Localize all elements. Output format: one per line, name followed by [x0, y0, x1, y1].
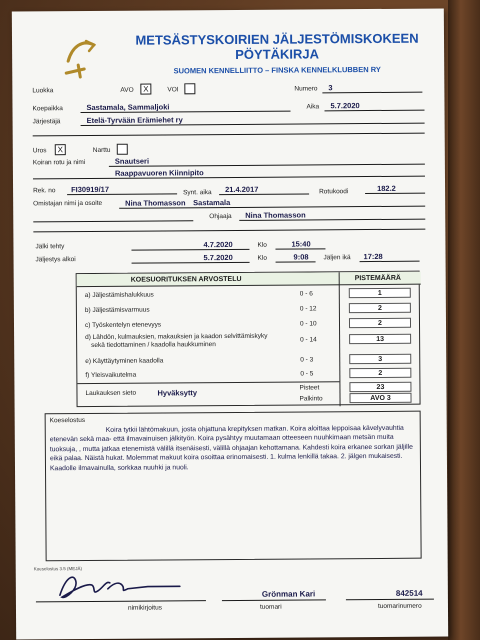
omistaja-label: Omistajan nimi ja osoite [33, 199, 103, 208]
voi-checkbox[interactable] [184, 83, 195, 94]
jalki-label: Jälki tehty [35, 243, 65, 251]
synt-value: 21.4.2017 [225, 184, 259, 195]
eval-row-c-label: c) Työskentelyn etenevyys [84, 321, 162, 330]
title-line-1: METSÄSTYSKOIRIEN JÄLJESTÖMISKOKEEN [135, 30, 419, 48]
eval-row-b-label: b) Jäljestämisvarmuus [84, 306, 150, 315]
judge-line [222, 599, 326, 601]
aika-label: Aika [306, 103, 320, 111]
rotukoodi-line [365, 193, 425, 194]
luokka-label: Luokka [32, 87, 54, 95]
uros-checkbox[interactable]: X [55, 144, 66, 155]
jalki-line [131, 249, 249, 251]
comment-text [50, 424, 418, 474]
synt-label: Synt. aika [183, 189, 212, 197]
omistaja-line-3 [33, 229, 425, 233]
narttu-label: Narttu [92, 146, 111, 154]
evaluation-divider [339, 272, 341, 406]
eval-row-a-label: a) Jäljestämishalukkuus [84, 291, 154, 300]
eval-row-f-label: f) Yleisvaikutelma [85, 371, 137, 380]
eval-row-c-score: 2 [349, 318, 411, 328]
jarjestaja-value: Etelä-Tyrvään Erämiehet ry [86, 115, 183, 125]
jaljestys-line [132, 262, 250, 264]
eval-row-d-score: 13 [349, 334, 411, 344]
jarjestaja-line-2 [33, 133, 425, 137]
pisteet-value: 23 [349, 382, 411, 392]
eval-row-b-score: 2 [349, 303, 411, 313]
eval-row-e-range: 0 - 3 [300, 356, 314, 364]
nimi-value: Raappavuoren Kiinnipito [114, 168, 204, 178]
judge-label: tuomari [259, 603, 282, 611]
laukaus-label: Laukauksen sieto [85, 389, 137, 398]
omistaja-value: Nina Thomasson [125, 198, 186, 208]
rotu-value: Snautseri [114, 156, 150, 166]
evaluation-header-right: PISTEMÄÄRÄ [354, 274, 401, 283]
koepaikka-value: Sastamala, Sammaljoki [86, 102, 170, 112]
uros-label: Uros [32, 147, 47, 155]
numero-line [322, 92, 422, 94]
protocol-paper [12, 8, 448, 639]
eval-row-f-range: 0 - 5 [300, 370, 314, 378]
numero-label: Numero [294, 85, 318, 93]
aika-line [325, 110, 425, 112]
kennel-logo-icon [56, 31, 108, 83]
voi-label: VOI [167, 86, 179, 94]
ika-label: Jäljen ikä [323, 254, 351, 262]
judge-name: Grönman Kari [261, 589, 316, 599]
subtitle: SUOMEN KENNELLIITTO – FINSKA KENNELKLUBBEN RY [173, 64, 381, 76]
eval-row-e-score: 3 [349, 354, 411, 364]
eval-row-f-score: 2 [349, 368, 411, 378]
comment-label: Koeselostus [49, 417, 86, 425]
signature-image [52, 566, 202, 603]
koepaikka-line [81, 111, 291, 113]
klo1-label: Klo [257, 241, 267, 249]
koepaikka-label: Koepaikka [32, 105, 63, 113]
palkinto-value: AVO 3 [349, 393, 411, 403]
klo1-value: 15:40 [291, 239, 311, 249]
synt-line [219, 193, 309, 195]
rek-line [67, 193, 177, 195]
jalki-date: 4.7.2020 [203, 239, 233, 250]
klo2-line [276, 261, 316, 262]
sofa-seam [448, 0, 480, 640]
aika-value: 5.7.2020 [330, 101, 360, 111]
rotukoodi-label: Rotukoodi [319, 188, 349, 196]
rotukoodi-value: 182.2 [377, 183, 396, 193]
ohjaaja-line [239, 219, 425, 221]
omistaja-line-2 [33, 220, 193, 222]
pisteet-label: Pisteet [299, 384, 320, 392]
evaluation-table [76, 271, 421, 407]
eval-row-d-label-2: sekä tiedottaminen / kaadolla haukkuminen [91, 341, 216, 349]
rek-label: Rek. no [33, 187, 56, 195]
judge-number-label: tuomarinumero [377, 602, 422, 610]
signature-label: nimikirjoitus [127, 604, 162, 612]
eval-row-d-label: d) Lähdön, kulmauksien, makauksien ja kaadon selvittämiskyky [85, 332, 268, 342]
comment-body: Koira tytkii lähtömakuun, josta ohjattuna krepityksen matkan. Koira aloittaa leppoisaa kävelyvauhtia etenevän sekä maa- että ilmavainuisen jälkityön. Koira pysähtyy muutamaan otteeseen nuuhkimaan metsän muita tuoksuja, , mutta jatkaa etenemistä välillä itsenäisesti, välillä ohjaajan kehottamana. Kahdesti koira erkanee sorkan jäljille eikä palaa. Näistä hukat. Molemmat makuut koira osoittaa erinomaisesti. 1. kulma lenkillä takaa. 2. jälgen mukaisesti. Kaadolle ilmavainulla, sorkkaa nuuhki ja nuoli. [49, 424, 413, 472]
laukaus-value: Hyväksytty [157, 388, 198, 398]
palkinto-label: Palkinto [299, 395, 323, 403]
eval-row-a-score: 1 [349, 288, 411, 298]
avo-label: AVO [120, 86, 134, 94]
form-code: Koeselostus 3.5 (MEJÄ) [33, 566, 83, 572]
eval-row-c-range: 0 - 10 [299, 320, 317, 328]
eval-row-b-range: 0 - 12 [299, 305, 317, 313]
comment-box [45, 411, 422, 562]
ika-line [360, 261, 420, 262]
jarjestaja-label: Järjestäjä [32, 118, 61, 126]
rek-value: FI30919/17 [71, 184, 110, 195]
evaluation-header-left: KOESUORITUKSEN ARVOSTELU [130, 275, 242, 284]
numero-value: 3 [328, 83, 333, 93]
jaljestys-label: Jäljestys alkoi [35, 256, 76, 264]
klo1-line [275, 248, 325, 249]
rotu-label: Koiran rotu ja nimi [32, 159, 86, 167]
title-line-2: PÖYTÄKIRJA [235, 46, 320, 62]
ohjaaja-label: Ohjaaja [209, 212, 232, 221]
eval-row-d-range: 0 - 14 [300, 336, 317, 344]
klo2-label: Klo [257, 254, 267, 262]
eval-row-e-label: e) Käyttäytyminen kaadolla [85, 357, 164, 366]
avo-checkbox[interactable]: X [140, 84, 151, 95]
rotu-line [109, 164, 425, 167]
jaljestys-date: 5.7.2020 [203, 252, 233, 263]
nimi-line [33, 176, 425, 180]
narttu-checkbox[interactable] [117, 144, 128, 155]
omistaja-osoite: Sastamala [193, 197, 231, 208]
klo2-value: 9:08 [293, 252, 309, 262]
ohjaaja-value: Nina Thomasson [245, 210, 306, 220]
judge-number-line [346, 599, 434, 601]
eval-row-a-range: 0 - 6 [299, 290, 313, 298]
ika-value: 17:28 [363, 251, 383, 262]
judge-number: 842514 [395, 588, 423, 598]
